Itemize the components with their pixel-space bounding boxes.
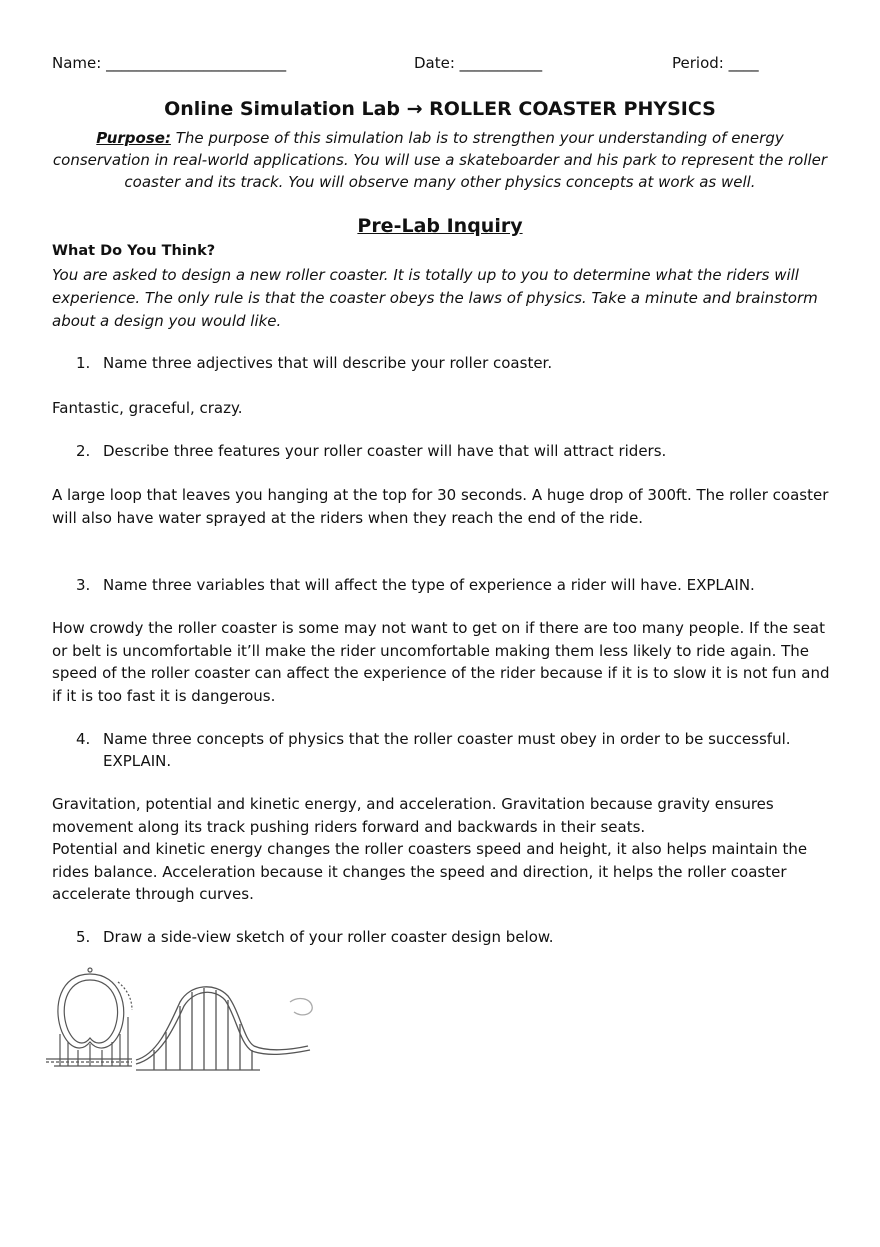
purpose-paragraph xyxy=(52,127,828,193)
loop-sketch xyxy=(46,968,132,1066)
roller-coaster-sketch xyxy=(40,962,330,1077)
answer-4 xyxy=(52,793,834,906)
question-text: Name three variables that will affect the type of experience a rider will have. EXPLAIN. xyxy=(103,576,755,594)
question-number: 3. xyxy=(76,576,91,594)
answer-3 xyxy=(52,617,834,707)
question-text: Draw a side-view sketch of your roller coaster design below. xyxy=(103,928,554,946)
name-field[interactable]: Name: ________________________ xyxy=(52,54,287,72)
page-title: Online Simulation Lab → ROLLER COASTER PHYSICS xyxy=(164,98,716,120)
question-5 xyxy=(76,926,806,948)
intro-text: You are asked to design a new roller coaster. It is totally up to you to determine what the riders will experience. The only rule is that the coaster obeys the laws of physics. Take a minute and brainstorm about a design you would like. xyxy=(52,266,818,330)
hill-sketch xyxy=(136,987,312,1070)
question-number: 2. xyxy=(76,442,91,460)
question-4 xyxy=(76,728,806,772)
question-3 xyxy=(76,574,806,596)
answer-text: Potential and kinetic energy changes the roller coasters speed and height, it also helps maintain the rides balance. Acceleration because it changes the speed and direction, it helps the roller coaster accelerate through curves. xyxy=(52,840,808,903)
question-text: Name three adjectives that will describe your roller coaster. xyxy=(103,354,553,372)
question-text: Name three concepts of physics that the roller coaster must obey in order to be successful. EXPLAIN. xyxy=(103,730,791,770)
question-number: 5. xyxy=(76,928,91,946)
question-1 xyxy=(76,352,806,374)
question-text: Describe three features your roller coaster will have that will attract riders. xyxy=(103,442,667,460)
question-number: 1. xyxy=(76,354,91,372)
answer-text: Fantastic, graceful, crazy. xyxy=(52,399,243,417)
answer-1 xyxy=(52,397,834,420)
answer-text: A large loop that leaves you hanging at the top for 30 seconds. A huge drop of 300ft. The roller coaster will also have water sprayed at the riders when they reach the end of the ride. xyxy=(52,486,829,527)
purpose-label: Purpose: xyxy=(96,129,171,147)
answer-text: Gravitation, potential and kinetic energy, and acceleration. Gravitation because gravity ensures movement along its track pushing riders forward and backwards in their seats. xyxy=(52,795,774,836)
answer-text: How crowdy the roller coaster is some may not want to get on if there are too many people. If the seat or belt is uncomfortable it’ll make the rider uncomfortable making them less likely to ride again. The speed of the roller coaster can affect the experience of the rider because if it is to slow it is not fun and if it is too fast it is dangerous. xyxy=(52,619,830,705)
date-field[interactable]: Date: ___________ xyxy=(414,54,543,72)
answer-2 xyxy=(52,484,834,529)
period-field[interactable]: Period: ____ xyxy=(672,54,759,72)
question-2 xyxy=(76,440,806,462)
subheading: What Do You Think? xyxy=(52,243,216,259)
section-title: Pre-Lab Inquiry xyxy=(357,215,523,237)
question-number: 4. xyxy=(76,730,91,748)
purpose-text: The purpose of this simulation lab is to strengthen your understanding of energy conservation in real-world applications. You will use a skateboarder and his park to represent the roller coaster and its track. You will observe many other physics concepts at work as well. xyxy=(52,129,828,191)
